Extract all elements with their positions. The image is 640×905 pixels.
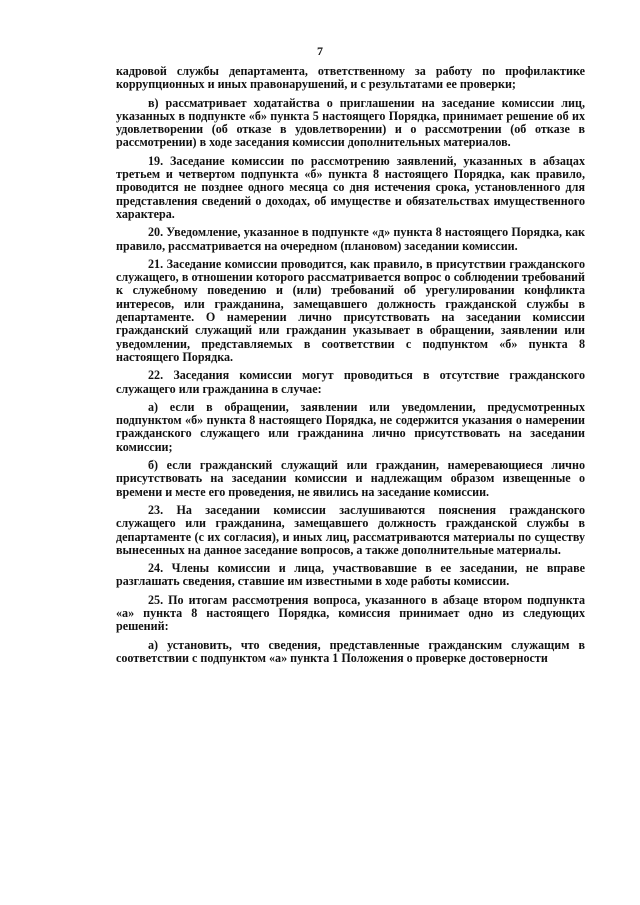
paragraph-20: 20. Уведомление, указанное в подпункте «д» пункта 8 настоящего Порядка, как правило, рассматривается на очередном (плановом) заседании комиссии. [116, 225, 585, 253]
paragraph-22b: б) если гражданский служащий или гражданин, намеревающиеся лично присутствовать на заседании комиссии и надлежащим образом извещенные о времени и месте его проведения, не явились на заседание комиссии. [116, 458, 585, 499]
paragraph-19: 19. Заседание комиссии по рассмотрению заявлений, указанных в абзацах третьем и четвертом подпункта «б» пункта 8 настоящего Порядка, как правило, проводится не позднее одного месяца со дня истечения срока, установленного для представления сведений о доходах, об имуществе и обязательствах имущественного характера. [116, 153, 585, 221]
paragraph-23: 23. На заседании комиссии заслушиваются пояснения гражданского служащего или гражданина, замещавшего должность гражданской службы в департаменте (с их согласия), и иных лиц, рассматриваются материалы по существу вынесенных на данное заседание вопросов, а также дополнительные материалы. [116, 502, 585, 557]
paragraph-continuation: кадровой службы департамента, ответственному за работу по профилактике коррупционных и иных правонарушений, и с результатами ее проверки; [116, 64, 585, 92]
page-number: 7 [317, 44, 323, 58]
paragraph-24: 24. Члены комиссии и лица, участвовавшие в ее заседании, не вправе разглашать сведения, ставшие им известными в ходе работы комиссии. [116, 561, 585, 589]
paragraph-22: 22. Заседания комиссии могут проводиться в отсутствие гражданского служащего или гражданина в случае: [116, 368, 585, 396]
paragraph-22a: а) если в обращении, заявлении или уведомлении, предусмотренных подпунктом «б» пункта 8 настоящего Порядка, не содержится указания о намерении гражданского служащего или гражданина лично присутствовать на заседании комиссии; [116, 399, 585, 454]
paragraph-18v: в) рассматривает ходатайства о приглашении на заседание комиссии лиц, указанных в подпункте «б» пункта 5 настоящего Порядка, принимает решение об их удовлетворении (об отказе в удовлетворении) и о рассмотрении (об отказе в рассмотрении) в ходе заседания комиссии дополнительных материалов. [116, 95, 585, 150]
paragraph-25a: а) установить, что сведения, представленные гражданским служащим в соответствии с подпунктом «а» пункта 1 Положения о проверке достоверности [116, 637, 585, 665]
paragraph-21: 21. Заседание комиссии проводится, как правило, в присутствии гражданского служащего, в отношении которого рассматривается вопрос о соблюдении требований к служебному поведению и (или) требований об урегулировании конфликта интересов, или гражданина, замещавшего должность гражданской службы в департаменте. О намерении лично присутствовать на заседании комиссии гражданский служащий или гражданин указывает в обращении, заявлении или уведомлении, представляемых в соответствии с подпунктом «б» пункта 8 настоящего Порядка. [116, 256, 585, 364]
paragraph-25: 25. По итогам рассмотрения вопроса, указанного в абзаце втором подпункта «а» пункта 8 настоящего Порядка, комиссия принимает одно из следующих решений: [116, 592, 585, 634]
document-body [116, 65, 585, 670]
